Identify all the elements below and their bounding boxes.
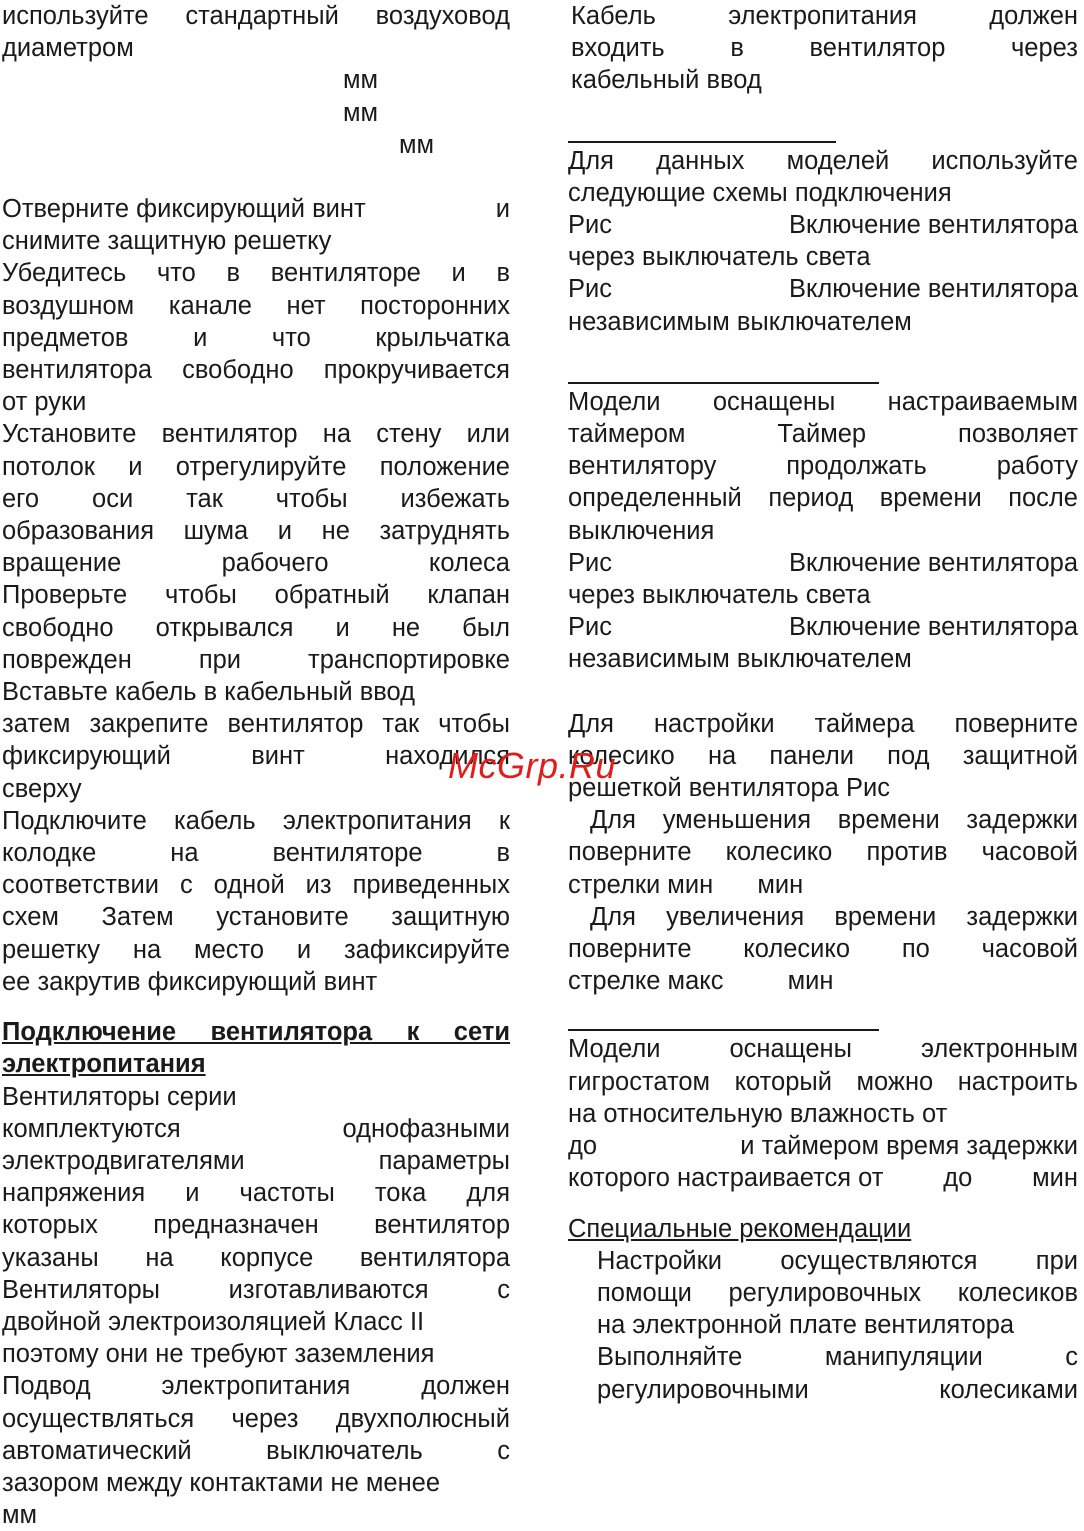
cable-line-3: кабельный ввод <box>571 66 762 95</box>
increase-paragraph <box>568 901 1078 998</box>
special-line-4: Выполняйте манипуляции с <box>597 1343 1078 1372</box>
step-install <box>2 418 510 579</box>
step-install-line-5: вращение рабочего колеса <box>2 549 510 578</box>
fig-3-desc: через выключатель света <box>568 581 871 610</box>
step-unscrew <box>2 193 510 257</box>
timer-setup-line-3: решеткой вентилятора Рис <box>568 774 890 803</box>
hygro-line-3: на относительную влажность от <box>568 1099 948 1128</box>
hygro-to: до <box>568 1132 598 1161</box>
connection-line-1: Вентиляторы серии <box>2 1082 237 1111</box>
cable-line-1: Кабель электропитания должен <box>571 2 1078 30</box>
step-fix <box>2 708 510 805</box>
supply-line-4: зазором между контактами не менее <box>2 1468 441 1497</box>
step-connect-line-5: решетку на место и зафиксируйте <box>2 935 510 964</box>
step-fix-line-2: фиксирующий винт находился <box>2 742 510 771</box>
insulation-paragraph <box>2 1274 510 1371</box>
step-connect-line-3: соответствии с одной из приведенных <box>2 871 510 900</box>
fig-ref-3 <box>568 547 1078 611</box>
supply-line-1: Подвод электропитания должен <box>2 1372 510 1401</box>
models-paragraph <box>568 145 1078 209</box>
connection-line-2: комплектуются однофазными <box>2 1114 510 1143</box>
intro-line-1: используйте стандартный воздуховод <box>2 2 510 30</box>
increase-max: стрелке макс <box>568 967 724 996</box>
step-connect <box>2 805 510 998</box>
step-unscrew-and: и <box>495 195 510 224</box>
decrease-line-2: поверните колесико против часовой <box>568 838 1078 867</box>
special-line-1: Настройки осуществляются при <box>597 1246 1078 1275</box>
step-install-line-4: образования шума и не затруднять <box>2 517 510 546</box>
hygro-timer: и таймером время задержки <box>740 1132 1078 1161</box>
fig-3-label: Рис <box>568 548 613 577</box>
step-connect-line-4: схем Затем установите защитную <box>2 903 510 932</box>
connection-paragraph <box>2 1081 510 1274</box>
heading-line-2: электропитания <box>2 1050 206 1079</box>
special-line-3: на электронной плате вентилятора <box>597 1311 1015 1340</box>
timer-line-4: определенный период времени после <box>568 484 1078 513</box>
decrease-paragraph <box>568 804 1078 901</box>
step-unscrew-line-2: снимите защитную решетку <box>2 227 332 256</box>
special-line-2: помощи регулировочных колесиков <box>597 1278 1078 1307</box>
models-line-1: Для данных моделей используйте <box>568 146 1078 175</box>
fig-ref-2 <box>568 273 1078 337</box>
models-line-2: следующие схемы подключения <box>568 178 952 207</box>
hygro-min: мин <box>1032 1164 1078 1193</box>
step-fix-line-3: сверху <box>2 774 82 803</box>
increase-min: мин <box>787 967 834 996</box>
increase-line-1: Для увеличения времени задержки <box>590 902 1078 931</box>
section-heading-power <box>2 1016 510 1080</box>
unit-mm-3: мм <box>399 130 435 159</box>
step-check-line-3: предметов и что крыльчатка <box>2 323 510 352</box>
fig-2-desc: независимым выключателем <box>568 307 912 336</box>
fig-1-label: Рис <box>568 211 613 240</box>
connection-line-3: электродвигателями параметры <box>2 1146 510 1175</box>
insulation-line-1: Вентиляторы изготавливаются с <box>2 1275 510 1304</box>
timer-setup-paragraph <box>568 708 1078 805</box>
connection-line-4: напряжения и частоты тока для <box>2 1179 510 1208</box>
insulation-line-2: двойной электроизоляцией Класс II <box>2 1307 425 1336</box>
decrease-line-1: Для уменьшения времени задержки <box>590 806 1078 835</box>
special-recommendations-title: Специальные рекомендации <box>568 1214 912 1243</box>
step-connect-line-2: колодке на вентиляторе в <box>2 839 510 868</box>
step-connect-line-1: Подключите кабель электропитания к <box>2 806 510 835</box>
fig-ref-4 <box>568 611 1078 675</box>
step-check-line-1: Убедитесь что в вентиляторе и в <box>2 259 510 288</box>
fig-1-title: Включение вентилятора <box>788 211 1078 240</box>
fig-4-desc: независимым выключателем <box>568 645 912 674</box>
left-column <box>2 0 510 1531</box>
timer-line-2: таймером Таймер позволяет <box>568 420 1078 449</box>
heading-line-1: Подключение вентилятора к сети <box>2 1018 510 1047</box>
step-insert-cable: Вставьте кабель в кабельный ввод <box>2 678 416 707</box>
timer-setup-line-1: Для настройки таймера поверните <box>568 709 1078 738</box>
step-install-line-2: потолок и отрегулируйте положение <box>2 452 510 481</box>
decrease-min-from: стрелки мин <box>568 870 714 899</box>
timer-line-1: Модели оснащены настраиваемым <box>568 387 1078 416</box>
step-connect-line-6: ее закрутив фиксирующий винт <box>2 967 378 996</box>
step-valve-line-3: поврежден при транспортировке <box>2 645 510 674</box>
cable-line-2: входить в вентилятор через <box>571 34 1078 63</box>
hygro-paragraph <box>568 1033 1078 1194</box>
step-check-line-2: воздушном канале нет посторонних <box>2 291 510 320</box>
fig-4-label: Рис <box>568 613 613 642</box>
timer-line-5: выключения <box>568 516 715 545</box>
connection-line-6: указаны на корпусе вентилятора <box>2 1243 510 1272</box>
watermark: McGrp.Ru <box>448 745 617 786</box>
supply-line-2: осуществляться через двухполюсный <box>2 1404 510 1433</box>
step-valve-line-2: свободно открывался и не был <box>2 613 510 642</box>
special-line-5: регулировочными колесиками <box>597 1375 1078 1404</box>
step-check-line-5: от руки <box>2 388 87 417</box>
hygro-from: которого настраивается от <box>568 1164 884 1193</box>
step-install-line-3: его оси так чтобы избежать <box>2 484 510 513</box>
decrease-min-to: мин <box>757 870 804 899</box>
hygro-to-2: до <box>943 1164 973 1193</box>
timer-paragraph <box>568 386 1078 547</box>
hygro-line-1: Модели оснащены электронным <box>568 1035 1078 1064</box>
step-check-line-4: вентилятора свободно прокручивается <box>2 356 510 385</box>
supply-line-5: мм <box>2 1501 38 1530</box>
insulation-line-3: поэтому они не требуют заземления <box>2 1340 435 1369</box>
timer-line-3: вентилятору продолжать работу <box>568 452 1078 481</box>
intro-line-2: диаметром <box>2 34 134 63</box>
fig-ref-1 <box>568 209 1078 273</box>
step-fix-line-1: затем закрепите вентилятор так чтобы <box>2 710 510 739</box>
cable-paragraph <box>568 0 1078 97</box>
fig-1-desc: через выключатель света <box>568 243 871 272</box>
unit-mm-2: мм <box>343 98 379 127</box>
unit-mm-1: мм <box>343 66 379 95</box>
fig-2-label: Рис <box>568 275 613 304</box>
special-paragraph <box>568 1245 1078 1406</box>
fig-4-title: Включение вентилятора <box>788 613 1078 642</box>
timer-setup-line-2: колесико на панели под защитной <box>568 741 1078 770</box>
right-column <box>568 0 1078 1406</box>
step-unscrew-text: Отверните фиксирующий винт <box>2 195 366 224</box>
hygro-line-2: гигростатом который можно настроить <box>568 1067 1078 1096</box>
step-check-channel <box>2 257 510 418</box>
fig-3-title: Включение вентилятора <box>788 548 1078 577</box>
increase-line-2: поверните колесико по часовой <box>568 935 1078 964</box>
connection-line-5: которых предназначен вентилятор <box>2 1211 510 1240</box>
supply-line-3: автоматический выключатель с <box>2 1436 510 1465</box>
step-check-valve <box>2 579 510 676</box>
fig-2-title: Включение вентилятора <box>788 275 1078 304</box>
step-install-line-1: Установите вентилятор на стену или <box>2 420 510 449</box>
supply-paragraph <box>2 1370 510 1531</box>
step-valve-line-1: Проверьте чтобы обратный клапан <box>2 581 510 610</box>
